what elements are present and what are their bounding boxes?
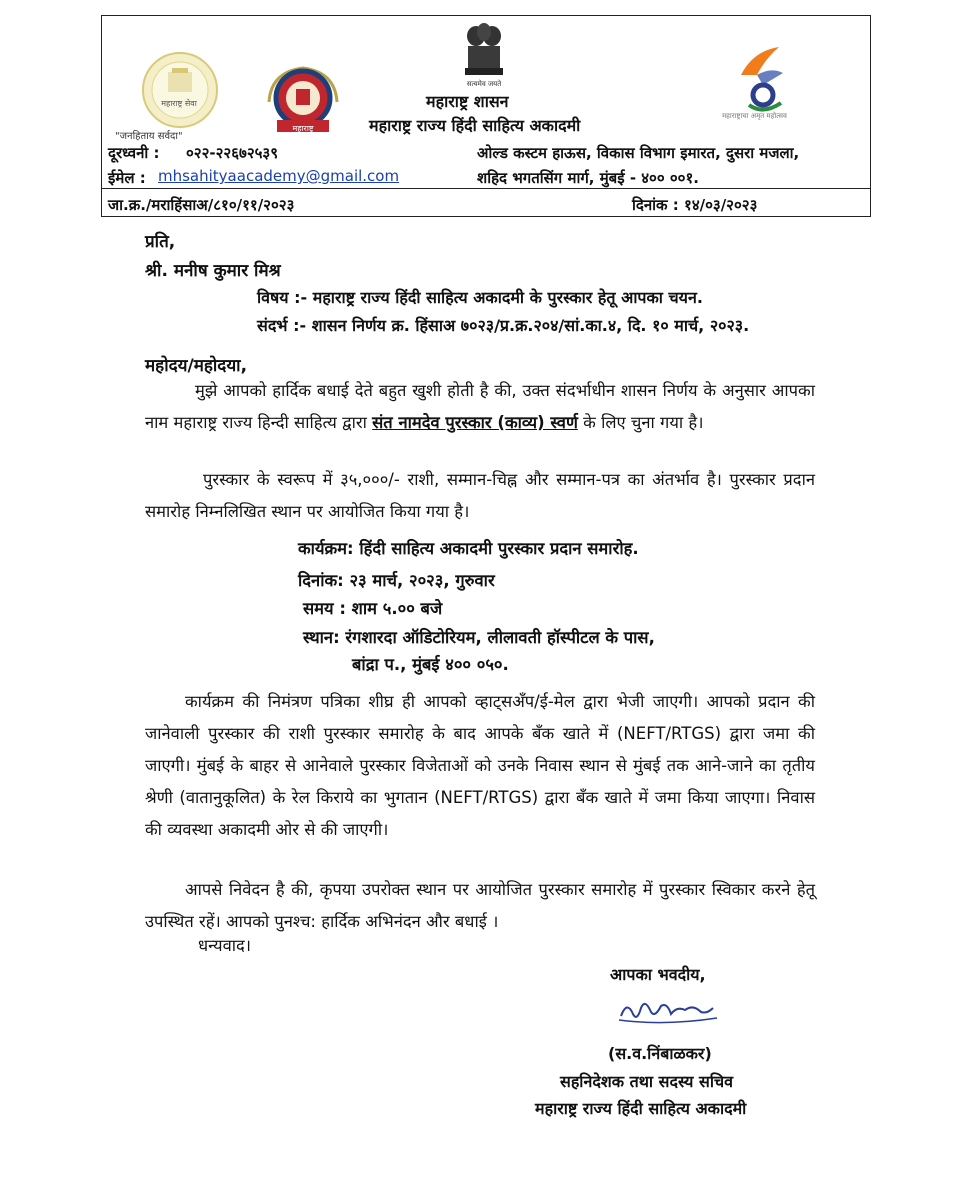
phone-number: ०२२-२२६७२५३९ — [186, 144, 279, 162]
paragraph-1 — [145, 375, 815, 439]
left-logo-text: महाराष्ट्र सेवा — [161, 99, 197, 108]
paragraph-2: पुरस्कार के स्वरूप में ३५,०००/- राशी, सम्मान-चिह्न और सम्मान-पत्र का अंतर्भाव है। पुरस्कार प्रदान समारोह निम्नलिखित स्थान पर आयोजित किया गया है। — [145, 470, 815, 521]
event-program: कार्यक्रम: हिंदी साहित्य अकादमी पुरस्कार प्रदान समारोह. — [298, 539, 639, 558]
handwritten-signature — [615, 992, 720, 1028]
left-logo — [140, 50, 220, 130]
academy-seal-band-text: महाराष्ट्र — [292, 124, 314, 133]
government-name: महाराष्ट्र शासन — [426, 92, 509, 111]
phone-label: दूरध्वनी : — [108, 144, 160, 162]
emblem-motto: सत्यमेव जयते — [466, 80, 502, 88]
award-name: संत नामदेव पुरस्कार (काव्य) स्वर्ण — [372, 413, 578, 432]
event-date: दिनांक: २३ मार्च, २०२३, गुरुवार — [298, 571, 495, 590]
email-label: ईमेल : — [108, 169, 146, 187]
signatory-title: सहनिदेशक तथा सदस्य सचिव — [560, 1072, 734, 1091]
amrit-mahotsav-logo — [735, 45, 791, 115]
reference-number: जा.क्र./मराहिंसाअ/८१०/११/२०२३ — [108, 196, 295, 214]
event-time: समय : शाम ५.०० बजे — [303, 599, 443, 618]
salutation: महोदय/महोदया, — [145, 356, 248, 376]
event-venue: स्थान: रंगशारदा ऑडिटोरियम, लीलावती हॉस्पीटल के पास, — [303, 628, 655, 647]
paragraph-4: आपसे निवेदन है की, कृपया उपरोक्त स्थान पर आयोजित पुरस्कार समारोह में पुरस्कार स्विकार करने हेतू उपस्थित रहें। आपको पुनश्च: हार्दिक अभिनंदन और बधाई । — [145, 880, 815, 931]
letterhead-divider — [102, 188, 870, 189]
paragraph-1-text: मुझे आपको हार्दिक बधाई देते बहुत खुशी होती है की, उक्त संदर्भाधीन शासन निर्णय के अनुसार आपका नाम महाराष्ट्र राज्य हिन्दी साहित्य द्वारा — [145, 381, 815, 432]
recipient-name: श्री. मनीष कुमार मिश्र — [145, 261, 281, 281]
signatory-name: (स.व.निंबाळकर) — [608, 1044, 712, 1063]
academy-name: महाराष्ट्र राज्य हिंदी साहित्य अकादमी — [369, 116, 581, 135]
letter-reference: संदर्भ :- शासन निर्णय क्र. हिंसाअ ७०२३/प्र.क्र.२०४/सां.का.४, दि. १० मार्च, २०२३. — [257, 316, 750, 335]
letter-subject: विषय :- महाराष्ट्र राज्य हिंदी साहित्य अकादमी के पुरस्कार हेतू आपका चयन. — [257, 288, 703, 307]
address-line-2: शहिद भगतसिंग मार्ग, मुंबई - ४०० ००१. — [477, 169, 699, 187]
address-line-1: ओल्ड कस्टम हाऊस, विकास विभाग इमारत, दुसरा मजला, — [477, 144, 800, 162]
email-link[interactable]: mhsahityaacademy@gmail.com — [158, 167, 400, 185]
signatory-organization: महाराष्ट्र राज्य हिंदी साहित्य अकादमी — [535, 1099, 747, 1118]
event-venue-line-2: बांद्रा प., मुंबई ४०० ०५०. — [352, 655, 509, 674]
amrit-mahotsav-text: महाराष्ट्राचा अमृत महोत्सव — [722, 112, 787, 120]
paragraph-3: कार्यक्रम की निमंत्रण पत्रिका शीघ्र ही आपको व्हाट्सअँप/ई-मेल द्वारा भेजी जाएगी। आपको प्रदान की जानेवाली पुरस्कार की राशी पुरस्कार समारोह के बाद आपके बँक खाते में (NEFT/RTGS) द्वारा जमा की जाएगी। मुंबई के बाहर से आनेवाले पुरस्कार विजेताओं को उनके निवास स्थान से मुंबई तक आने-जाने का तृतीय श्रेणी (वातानुकूलित) के रेल किराये का भुगतान (NEFT/RTGS) द्वारा बँक खाते में जमा किया जाएगा। निवास की व्यवस्था अकादमी ओर से की जाएगी। — [145, 692, 815, 839]
thanks: धन्यवाद। — [198, 936, 252, 955]
national-emblem-icon — [462, 22, 506, 80]
to-label: प्रति, — [145, 232, 176, 252]
paragraph-1-end: के लिए चुना गया है। — [577, 413, 704, 432]
left-logo-motto: "जनहिताय सर्वदा" — [115, 131, 183, 142]
closing: आपका भवदीय, — [610, 965, 706, 984]
letter-date: दिनांक : १४/०३/२०२३ — [632, 196, 758, 214]
